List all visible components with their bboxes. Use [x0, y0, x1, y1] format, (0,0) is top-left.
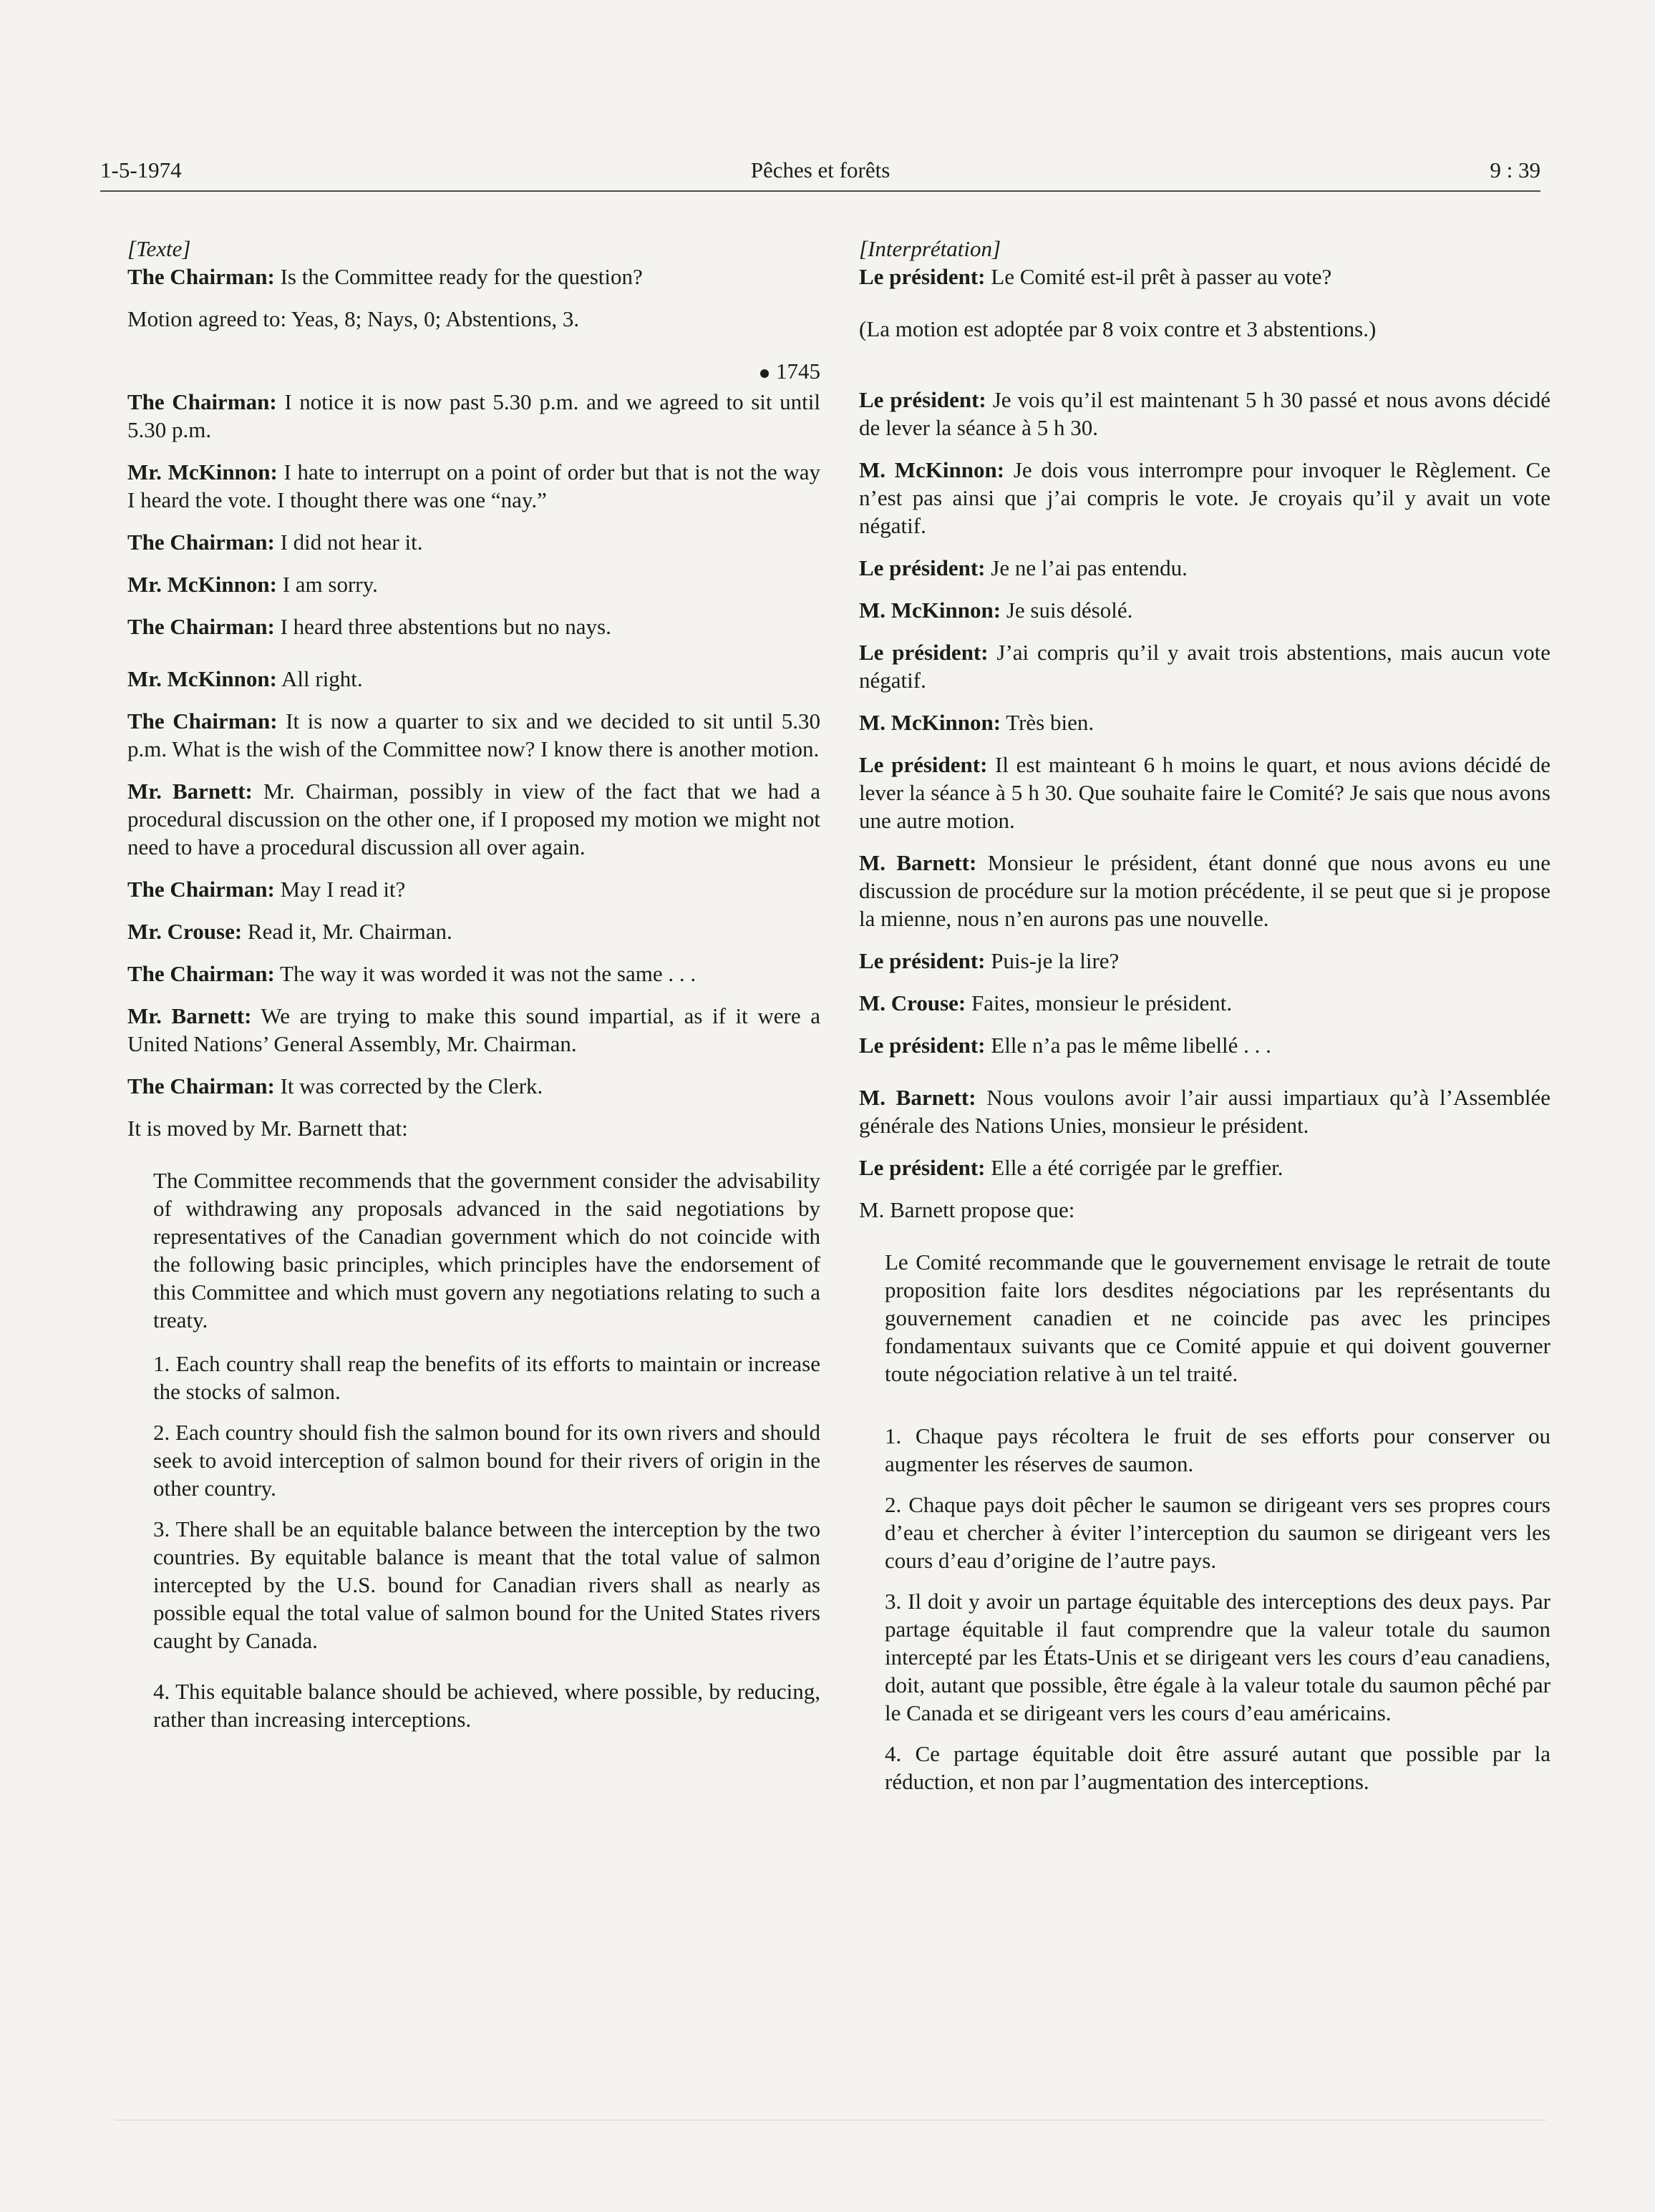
header-page-number: 9 : 39: [1490, 157, 1540, 182]
speaker-name: The Chairman:: [127, 1073, 275, 1098]
speech-paragraph: [127, 570, 820, 598]
speech-paragraph: [859, 1031, 1550, 1059]
speech-paragraph: [127, 388, 820, 444]
speaker-name: The Chairman:: [127, 530, 275, 555]
speaker-name: Le président:: [859, 752, 988, 777]
speech-text: We are trying to make this sound impartial, as if it were a United Nations’ General Assembly, Mr. Chairman.: [127, 1003, 820, 1056]
speech-paragraph: [859, 989, 1550, 1017]
speech-text: The way it was worded it was not the same . . .: [274, 961, 697, 986]
header-date: 1-5-1974: [100, 157, 182, 182]
principle-item: 1. Chaque pays récoltera le fruit de ses efforts pour conserver ou augmenter les réserves de saumon.: [885, 1423, 1550, 1476]
speech-text: Le Comité est-il prêt à passer au vote?: [985, 264, 1332, 289]
speaker-name: Le président:: [859, 555, 986, 580]
motion-quote: The Committee recommends that the government consider the advisability of withdrawing any proposals advanced in the said negotiations by representatives of the Canadian government which do not coincide with the following basic principles, which principles have the endorsement of this Committee and which must govern any negotiations relating to such a treaty.: [153, 1168, 820, 1332]
speech-text: I did not hear it.: [274, 530, 423, 555]
speech-paragraph: [127, 875, 820, 903]
speech-paragraph: [127, 777, 820, 861]
speech-text: I am sorry.: [276, 572, 378, 597]
motion-result: Motion agreed to: Yeas, 8; Nays, 0; Abstentions, 3.: [127, 306, 580, 331]
page-header: [100, 153, 1540, 192]
motion-intro: It is moved by Mr. Barnett that:: [127, 1116, 408, 1141]
principle-item: 3. There shall be an equitable balance between the interception by the two countries. By equitable balance is meant that the total value of salmon intercepted by the U.S. bound for Canadian rivers shall as nearly as possible equal the total value of salmon bound for the United States rivers caught by Canada.: [153, 1516, 820, 1653]
speech-paragraph: [859, 708, 1550, 736]
speech-text: I notice it is now past 5.30 p.m. and we agreed to sit until 5.30 p.m.: [127, 389, 820, 442]
principle-item: 2. Each country should fish the salmon bound for its own rivers and should seek to avoid interception of salmon bound for their rivers of origin in the other country.: [153, 1420, 820, 1501]
speech-text: Faites, monsieur le président.: [966, 990, 1233, 1015]
speech-text: Je dois vous interrompre pour invoquer le Règlement. Ce n’est pas ainsi que j’ai compris le vote. Je croyais qu’il y avait un vote négatif.: [859, 457, 1550, 538]
principle-item: 3. Il doit y avoir un partage équitable des interceptions des deux pays. Par partage équitable il faut comprendre que la valeur totale du saumon intercepté par les États-Unis et se dirigeant vers les cours d’eau canadiens, doit, autant que possible, être égale à la valeur totale du saumon pêché par le Canada et se dirigeant vers les cours d’eau américains.: [885, 1589, 1550, 1725]
speech-text: Très bien.: [1001, 710, 1095, 735]
speech-text: J’ai compris qu’il y avait trois abstentions, mais aucun vote négatif.: [859, 640, 1551, 693]
speech-paragraph: [127, 458, 820, 514]
speech-paragraph: [127, 528, 820, 556]
speech-paragraph: [859, 554, 1550, 582]
speech-paragraph: [127, 707, 820, 763]
speech-text: I hate to interrupt on a point of order but that is not the way I heard the vote. I thought there was one “nay.”: [127, 459, 820, 512]
speech-paragraph: [127, 613, 820, 640]
speaker-name: Le président:: [859, 264, 986, 289]
time-marker-text: 1745: [776, 359, 820, 384]
speech-paragraph: [859, 751, 1550, 834]
language-tag: [Interprétation]: [859, 236, 1001, 261]
speech-text: Je suis désolé.: [1001, 598, 1133, 623]
speaker-name: M. McKinnon:: [859, 598, 1001, 623]
speaker-name: The Chairman:: [127, 389, 277, 414]
speech-text: Read it, Mr. Chairman.: [242, 919, 452, 944]
speech-text: Is the Committee ready for the question?: [274, 264, 643, 289]
speaker-name: Mr. McKinnon:: [127, 666, 277, 691]
speaker-name: Mr. McKinnon:: [127, 572, 277, 597]
speech-paragraph: [127, 1002, 820, 1058]
speech-paragraph: [859, 386, 1550, 442]
speech-text: Puis-je la lire?: [985, 948, 1120, 973]
speech-text: Nous voulons avoir l’air aussi impartiaux qu’à l’Assemblée générale des Nations Unies, monsieur le président.: [859, 1085, 1550, 1138]
speaker-name: Mr. McKinnon:: [127, 459, 278, 484]
principle-item: 1. Each country shall reap the benefits of its efforts to maintain or increase the stocks of salmon.: [153, 1351, 820, 1404]
english-column: [127, 235, 820, 1746]
speech-text: Mr. Chairman, possibly in view of the fact that we had a procedural discussion on the other one, if I proposed my motion we might not need to have a procedural discussion all over again.: [127, 779, 820, 859]
speech-paragraph: [127, 917, 820, 945]
bullet-icon: [760, 369, 769, 378]
speech-text: Il est mainteant 6 h moins le quart, et nous avions décidé de lever la séance à 5 h 30. Que souhaite faire le Comité? Je sais que nous avons une autre motion.: [859, 752, 1550, 833]
speech-text: Je ne l’ai pas entendu.: [985, 555, 1188, 580]
speaker-name: Le président:: [859, 1155, 986, 1180]
speaker-name: Mr. Barnett:: [127, 779, 253, 804]
time-marker: [127, 357, 820, 385]
motion-quote: Le Comité recommande que le gouvernement envisage le retrait de toute proposition faite lors desdites négociations par les représentants du gouvernement canadien et ne coincide pas avec les principes fondamentaux suivants que ce Comité appuie et qui doivent gouverner toute négociation relative à un tel traité.: [885, 1249, 1550, 1386]
speech-paragraph: [859, 263, 1550, 291]
header-title: Pêches et forêts: [750, 157, 890, 182]
speech-paragraph: [859, 596, 1550, 624]
french-column: [859, 235, 1550, 1808]
speech-paragraph: [859, 947, 1550, 975]
speech-text: It was corrected by the Clerk.: [274, 1073, 543, 1098]
speech-paragraph: [127, 1072, 820, 1100]
speaker-name: M. Barnett:: [859, 850, 977, 875]
speech-paragraph: [127, 263, 820, 291]
speaker-name: Le président:: [859, 1033, 986, 1058]
speech-paragraph: [859, 849, 1550, 932]
speech-paragraph: [859, 1083, 1550, 1139]
speaker-name: The Chairman:: [127, 708, 278, 734]
speaker-name: M. Crouse:: [859, 990, 966, 1015]
principle-item: 4. Ce partage équitable doit être assuré autant que possible par la réduction, et non par l’augmentation des interceptions.: [885, 1741, 1550, 1794]
speech-text: It is now a quarter to six and we decided to sit until 5.30 p.m. What is the wish of the Committee now? I know there is another motion.: [127, 708, 820, 761]
speaker-name: Le président:: [859, 640, 989, 665]
speaker-name: The Chairman:: [127, 264, 275, 289]
motion-result: (La motion est adoptée par 8 voix contre et 3 abstentions.): [859, 316, 1377, 341]
speech-text: Monsieur le président, étant donné que nous avons eu une discussion de procédure sur la motion précédente, il se peut que si je propose la mienne, nous n’en aurons pas une nouvelle.: [859, 850, 1550, 931]
speech-text: Je vois qu’il est maintenant 5 h 30 passé et nous avons décidé de lever la séance à 5 h 30.: [859, 387, 1550, 440]
speaker-name: The Chairman:: [127, 961, 275, 986]
speech-text: All right.: [276, 666, 363, 691]
motion-intro: M. Barnett propose que:: [859, 1197, 1075, 1222]
speech-paragraph: [127, 665, 820, 693]
speech-text: I heard three abstentions but no nays.: [274, 614, 611, 639]
speaker-name: Le président:: [859, 387, 986, 412]
speaker-name: Mr. Barnett:: [127, 1003, 252, 1028]
speech-text: May I read it?: [274, 877, 406, 902]
speech-text: Elle a été corrigée par le greffier.: [985, 1155, 1283, 1180]
speaker-name: Le président:: [859, 948, 986, 973]
speech-text: Elle n’a pas le même libellé . . .: [985, 1033, 1271, 1058]
speech-paragraph: [859, 1154, 1550, 1181]
language-tag: [Texte]: [127, 236, 191, 261]
principle-item: 2. Chaque pays doit pêcher le saumon se dirigeant vers ses propres cours d’eau et chercher à éviter l’interception du saumon se dirigeant vers les cours d’eau d’origine de l’autre pays.: [885, 1492, 1550, 1573]
speaker-name: M. McKinnon:: [859, 457, 1005, 482]
speaker-name: Mr. Crouse:: [127, 919, 243, 944]
speaker-name: The Chairman:: [127, 877, 275, 902]
speech-paragraph: [859, 638, 1550, 694]
speaker-name: M. McKinnon:: [859, 710, 1001, 735]
speaker-name: The Chairman:: [127, 614, 275, 639]
speech-paragraph: [127, 960, 820, 988]
speaker-name: M. Barnett:: [859, 1085, 976, 1110]
speech-paragraph: [859, 456, 1550, 540]
principle-item: 4. This equitable balance should be achieved, where possible, by reducing, rather than increasing interceptions.: [153, 1679, 820, 1732]
